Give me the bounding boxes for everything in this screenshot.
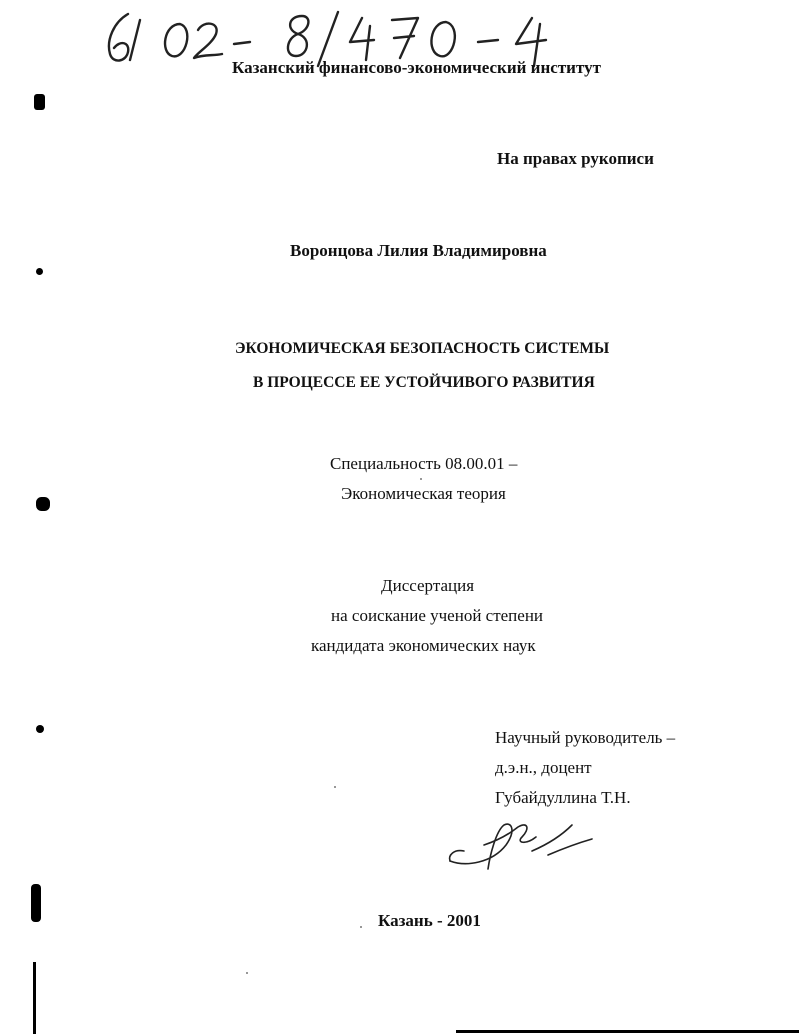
scan-speck <box>334 786 336 788</box>
title-line-1: ЭКОНОМИЧЕСКАЯ БЕЗОПАСНОСТЬ СИСТЕМЫ <box>235 340 610 357</box>
scan-speck <box>420 478 422 480</box>
scan-mark <box>36 725 44 733</box>
scan-speck <box>246 972 248 974</box>
author-name: Воронцова Лилия Владимировна <box>290 241 547 260</box>
scan-mark <box>456 1030 799 1033</box>
dissertation-line-1: Диссертация <box>381 576 475 595</box>
rights-note: На правах рукописи <box>497 149 654 168</box>
scan-mark <box>33 962 36 1034</box>
scan-mark <box>34 94 45 110</box>
institute-name: Казанский финансово-экономический институт <box>232 58 601 77</box>
specialty-line-1: Специальность 08.00.01 – <box>330 454 518 473</box>
title-line-2: В ПРОЦЕССЕ ЕЕ УСТОЙЧИВОГО РАЗВИТИЯ <box>253 374 595 391</box>
supervisor-line-1: Научный руководитель – <box>495 728 676 747</box>
scan-mark <box>36 497 50 511</box>
dissertation-line-3: кандидата экономических наук <box>311 636 536 655</box>
place-and-year: Казань - 2001 <box>378 911 481 930</box>
supervisor-signature <box>446 815 596 875</box>
supervisor-line-2: д.э.н., доцент <box>495 758 592 777</box>
scan-mark <box>36 268 43 275</box>
scan-speck <box>360 926 362 928</box>
scan-mark <box>31 884 41 922</box>
specialty-line-2: Экономическая теория <box>341 484 506 503</box>
supervisor-line-3: Губайдуллина Т.Н. <box>495 788 631 807</box>
dissertation-line-2: на соискание ученой степени <box>331 606 544 625</box>
